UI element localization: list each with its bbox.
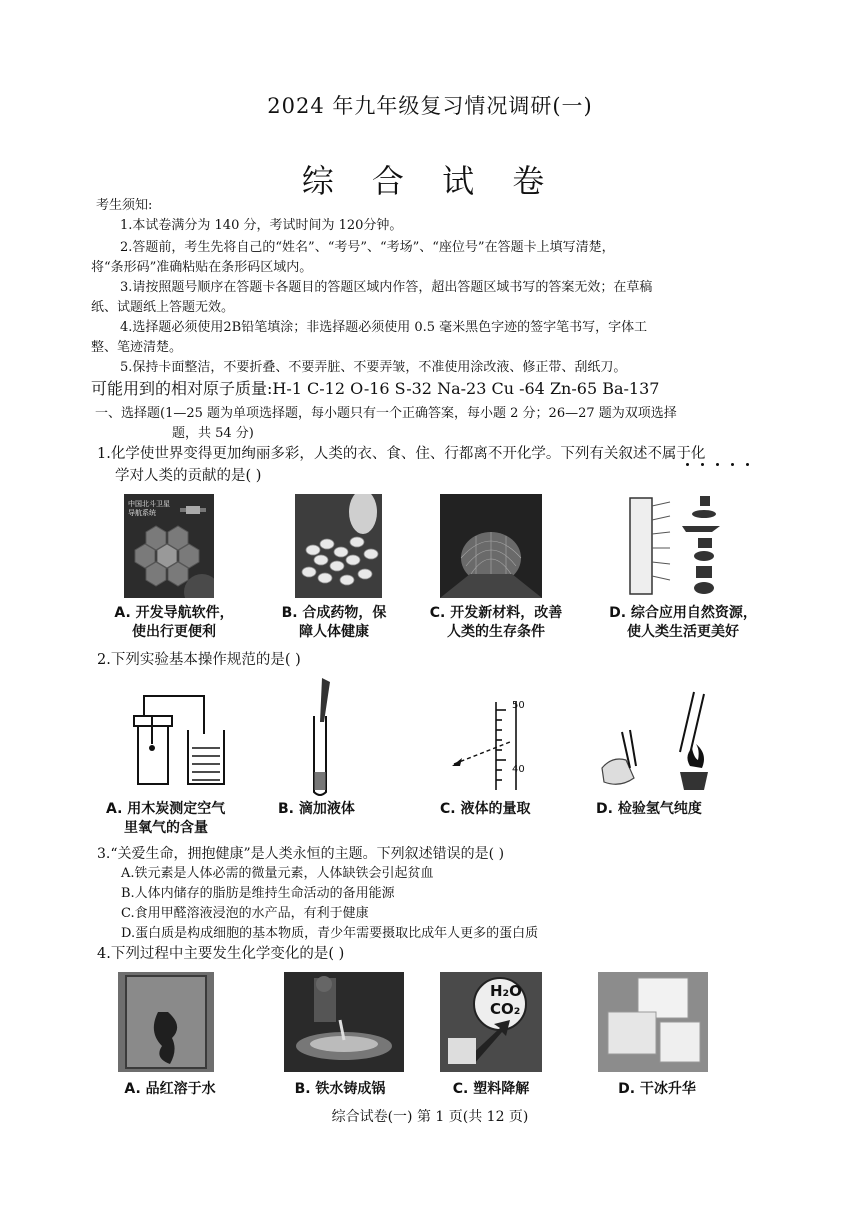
q4-option-b: B. 铁水铸成锅: [294, 1081, 386, 1097]
atomic-masses: 可能用到的相对原子质量:H-1 C-12 O-16 S-32 Na-23 Cu -64 Zn-65 Ba-137: [91, 379, 660, 398]
q4-label-h2o: H₂O: [490, 982, 522, 1000]
q2-image-charcoal-apparatus: [116, 686, 236, 794]
q4-option-d: D. 干冰升华: [618, 1081, 696, 1097]
notice-item-3b: 纸、试题纸上答题无效。: [91, 300, 235, 315]
q2-option-b: B. 滴加液体: [278, 801, 355, 817]
q2-stem: 2.下列实验基本操作规范的是( ): [97, 652, 301, 668]
q3-stem: 3.“关爱生命，拥抱健康”是人类永恒的主题。下列叙述错误的是( ): [97, 846, 505, 862]
q2-scale-bottom: 40: [512, 764, 525, 775]
q3-option-c: C.食用甲醛溶液浸泡的水产品，有利于健康: [121, 906, 369, 921]
q4-option-c: C. 塑料降解: [452, 1081, 530, 1097]
q3-option-a: A.铁元素是人体必需的微量元素，人体缺铁会引起贫血: [121, 866, 434, 881]
notice-item-4a: 4.选择题必须使用2B铅笔填涂；非选择题必须使用 0.5 毫米黑色字迹的签字笔书写，字体工: [120, 320, 648, 335]
q1-image-material: [440, 494, 542, 598]
q3-option-b: B.人体内储存的脂肪是维持生命活动的备用能源: [121, 886, 395, 901]
q2-image-dropper: [300, 676, 340, 798]
q1-image-label: 中国北斗卫星导航系统: [128, 500, 170, 517]
notice-item-4b: 整、笔迹清楚。: [91, 340, 183, 355]
notice-item-2b: 将“条形码”准确粘贴在条形码区域内。: [91, 260, 313, 275]
notice-item-1: 1.本试卷满分为 140 分，考试时间为 120分钟。: [120, 218, 403, 233]
notice-item-2a: 2.答题前，考生先将自己的“姓名”、“考号”、“考场”、“座位号”在答题卡上填写清楚，: [120, 240, 615, 255]
q4-image-dye: [118, 972, 214, 1072]
q1-image-medicine: [295, 494, 382, 598]
q1-option-a: A. 开发导航软件， 使出行更便利: [114, 605, 234, 640]
section1-line2: 题，共 54 分): [172, 426, 254, 441]
q4-label-co2: CO₂: [490, 1000, 521, 1018]
exam-subtitle: 综 合 试 卷: [301, 162, 559, 200]
q1-stem-line1: 1.化学使世界变得更加绚丽多彩，人类的衣、食、住、行都离不开化学。下列有关叙述不属于化: [97, 446, 706, 462]
q1-image-resources: [624, 494, 724, 598]
q3-option-d: D.蛋白质是构成细胞的基本物质，青少年需要摄取比成年人更多的蛋白质: [121, 926, 539, 941]
q2-image-hydrogen-test: [600, 686, 720, 794]
section1-line1: 一、选择题(1—25 题为单项选择题，每小题只有一个正确答案，每小题 2 分；26—27 题为双项选择: [95, 406, 677, 421]
q2-option-c: C. 液体的量取: [440, 801, 531, 817]
q2-image-cylinder: [450, 700, 530, 792]
q1-stem-line2: 学对人类的贡献的是( ): [115, 468, 262, 484]
q4-image-dry-ice: [598, 972, 708, 1072]
notice-heading: 考生须知:: [96, 198, 153, 213]
q1-option-b: B. 合成药物，保 障人体健康: [281, 605, 387, 640]
notice-item-5: 5.保持卡面整洁，不要折叠、不要弄脏、不要弄皱，不准使用涂改液、修正带、刮纸刀。: [120, 360, 627, 375]
q1-option-d: D. 综合应用自然资源， 使人类生活更美好: [609, 605, 757, 640]
q1-option-c: C. 开发新材料，改善 人类的生存条件: [429, 605, 563, 640]
q4-stem: 4.下列过程中主要发生化学变化的是( ): [97, 946, 345, 962]
q4-option-a: A. 品红溶于水: [124, 1081, 216, 1097]
q2-option-a: A. 用木炭测定空气 里氧气的含量: [106, 801, 226, 836]
q2-option-d: D. 检验氢气纯度: [596, 801, 702, 817]
notice-item-3a: 3.请按照题号顺序在答题卡各题目的答题区域内作答，超出答题区域书写的答案无效；在草稿: [120, 280, 653, 295]
exam-title: 2024 年九年级复习情况调研(一): [267, 94, 593, 118]
q2-scale-top: 50: [512, 700, 525, 711]
page-footer: 综合试卷(一) 第 1 页(共 12 页): [331, 1109, 529, 1125]
q4-image-iron: [284, 972, 404, 1072]
